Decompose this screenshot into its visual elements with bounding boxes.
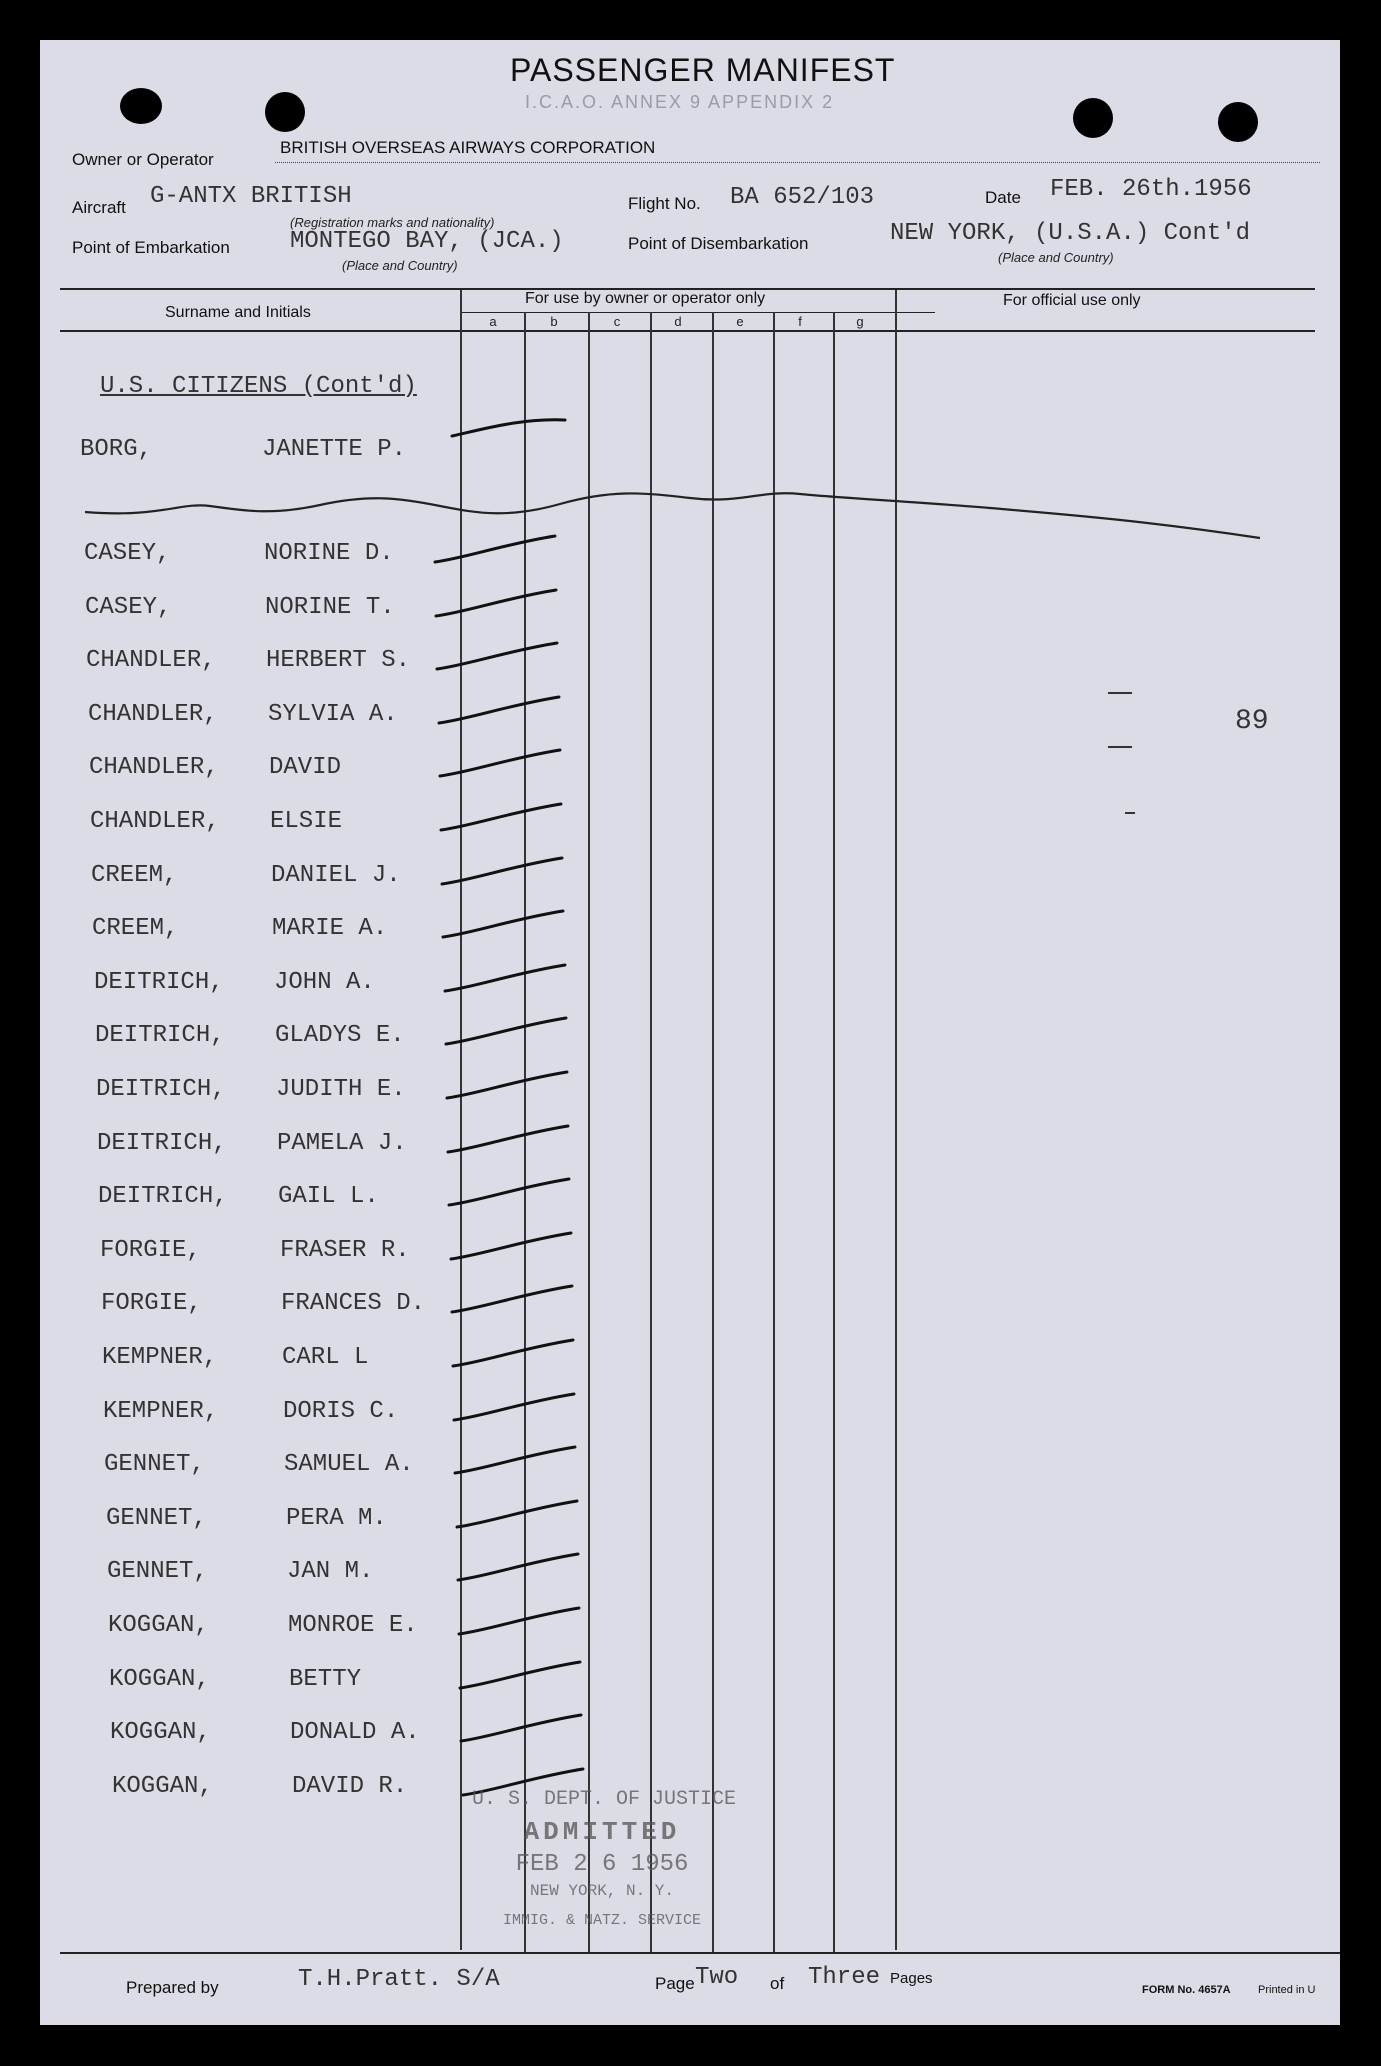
disembark-note: (Place and Country) xyxy=(998,250,1114,265)
check-stroke xyxy=(453,1340,573,1366)
check-stroke xyxy=(437,643,557,669)
passenger-surname: FORGIE, xyxy=(101,1290,202,1317)
check-stroke xyxy=(435,536,555,562)
passenger-surname: DEITRICH, xyxy=(97,1130,227,1157)
check-stroke xyxy=(447,1072,567,1098)
passenger-given-names: DONALD A. xyxy=(290,1719,420,1746)
passenger-given-names: GLADYS E. xyxy=(275,1022,405,1049)
date-label: Date xyxy=(985,188,1021,207)
check-stroke xyxy=(451,1233,571,1259)
passenger-surname: KOGGAN, xyxy=(108,1612,209,1639)
flight-label: Flight No. xyxy=(628,194,701,213)
of-value: Three xyxy=(808,1964,881,1991)
page-value: Two xyxy=(695,1964,739,1991)
check-stroke xyxy=(460,1662,580,1688)
passenger-surname: CASEY, xyxy=(85,594,172,621)
check-stroke xyxy=(442,858,562,884)
stamp-line: IMMIG. & NATZ. SERVICE xyxy=(502,1912,702,1929)
page-title: PASSENGER MANIFEST xyxy=(510,52,896,88)
check-stroke xyxy=(449,1179,569,1205)
passenger-surname: GENNET, xyxy=(107,1558,208,1585)
passenger-given-names: JOHN A. xyxy=(274,969,375,996)
passenger-surname: KOGGAN, xyxy=(109,1666,210,1693)
pages-label: Pages xyxy=(890,1970,933,1987)
passenger-given-names: FRANCES D. xyxy=(281,1290,426,1317)
ink-marks xyxy=(40,40,1340,2025)
check-stroke xyxy=(459,1608,579,1634)
column-official-header: For official use only xyxy=(1003,292,1141,309)
official-number: 89 xyxy=(1235,706,1269,737)
dash-mark xyxy=(1125,812,1135,814)
passenger-surname: DEITRICH, xyxy=(96,1076,226,1103)
embark-value: MONTEGO BAY, (JCA.) xyxy=(290,228,564,255)
passenger-given-names: GAIL L. xyxy=(278,1183,379,1210)
prepared-label: Prepared by xyxy=(126,1978,219,1997)
embark-label: Point of Embarkation xyxy=(72,238,230,257)
date-value: FEB. 26th.1956 xyxy=(1050,176,1252,203)
disembark-value: NEW YORK, (U.S.A.) Cont'd xyxy=(890,220,1251,247)
footer-rule xyxy=(60,1952,1340,1954)
passenger-given-names: JUDITH E. xyxy=(276,1076,406,1103)
owner-label: Owner or Operator xyxy=(72,150,214,169)
check-stroke xyxy=(436,590,556,616)
stamp-admitted: ADMITTED xyxy=(523,1817,681,1847)
passenger-surname: DEITRICH, xyxy=(98,1183,228,1210)
aircraft-label: Aircraft xyxy=(72,198,126,217)
subcol-c: c xyxy=(613,314,621,329)
passenger-given-names: CARL L xyxy=(282,1344,369,1371)
passenger-surname: GENNET, xyxy=(106,1505,207,1532)
passenger-given-names: PERA M. xyxy=(286,1505,387,1532)
passenger-surname: CREEM, xyxy=(91,862,178,889)
passenger-surname: CHANDLER, xyxy=(90,808,220,835)
manifest-sheet xyxy=(40,40,1340,2025)
passenger-given-names: SAMUEL A. xyxy=(284,1451,414,1478)
passenger-given-names: PAMELA J. xyxy=(277,1130,407,1157)
stamp-line: U. S. DEPT. OF JUSTICE xyxy=(472,1788,737,1811)
form-number: FORM No. 4657A xyxy=(1142,1984,1231,1996)
owner-value: BRITISH OVERSEAS AIRWAYS CORPORATION xyxy=(280,138,656,157)
passenger-surname: KOGGAN, xyxy=(110,1719,211,1746)
passenger-given-names: NORINE T. xyxy=(265,594,395,621)
flight-value: BA 652/103 xyxy=(730,184,875,211)
embark-note: (Place and Country) xyxy=(342,258,458,273)
passenger-given-names: MONROE E. xyxy=(288,1612,418,1639)
column-owner-header: For use by owner or operator only xyxy=(525,290,766,307)
passenger-surname: CREEM, xyxy=(92,915,179,942)
check-stroke xyxy=(440,750,560,776)
check-stroke xyxy=(441,804,561,830)
subcol-d: d xyxy=(674,314,682,329)
passenger-surname: DEITRICH, xyxy=(95,1022,225,1049)
check-stroke xyxy=(461,1715,581,1741)
check-stroke xyxy=(457,1501,577,1527)
passenger-given-names: BETTY xyxy=(289,1666,362,1693)
passenger-surname: CASEY, xyxy=(84,540,171,567)
subcol-g: g xyxy=(856,314,864,329)
passenger-given-names: JAN M. xyxy=(287,1558,374,1585)
passenger-surname: FORGIE, xyxy=(100,1237,201,1264)
check-stroke xyxy=(452,1286,572,1312)
passenger-surname: CHANDLER, xyxy=(88,701,218,728)
check-stroke xyxy=(458,1554,578,1580)
prepared-value: T.H.Pratt. S/A xyxy=(298,1966,500,1993)
subcol-a: a xyxy=(489,314,497,329)
printed-note: Printed in U xyxy=(1258,1984,1316,1996)
passenger-given-names: DANIEL J. xyxy=(271,862,401,889)
first-row-given: JANETTE P. xyxy=(262,436,407,463)
aircraft-value: G-ANTX BRITISH xyxy=(150,183,352,210)
check-stroke xyxy=(448,1126,568,1152)
passenger-surname: DEITRICH, xyxy=(94,969,224,996)
passenger-given-names: MARIE A. xyxy=(272,915,388,942)
registration-note: (Registration marks and nationality) xyxy=(290,215,495,230)
stamp-date: FEB 2 6 1956 xyxy=(515,1851,689,1878)
passenger-given-names: HERBERT S. xyxy=(266,647,411,674)
check-stroke xyxy=(445,965,565,991)
check-stroke xyxy=(455,1447,575,1473)
page-label: Page xyxy=(655,1974,695,1993)
subcol-e: e xyxy=(736,314,744,329)
disembark-label: Point of Disembarkation xyxy=(628,234,809,253)
passenger-given-names: FRASER R. xyxy=(280,1237,410,1264)
immigration-stamp xyxy=(472,1788,737,1929)
first-row-surname: BORG, xyxy=(80,436,153,463)
passenger-surname: KOGGAN, xyxy=(112,1773,213,1800)
section-heading: U.S. CITIZENS (Cont'd) xyxy=(100,373,417,400)
dash-mark xyxy=(1108,692,1132,694)
passenger-surname: CHANDLER, xyxy=(89,754,219,781)
passenger-surname: CHANDLER, xyxy=(86,647,216,674)
check-stroke xyxy=(439,697,559,723)
passenger-given-names: DAVID R. xyxy=(292,1773,408,1800)
passenger-given-names: NORINE D. xyxy=(264,540,394,567)
passenger-given-names: DORIS C. xyxy=(283,1398,399,1425)
passenger-given-names: ELSIE xyxy=(270,808,343,835)
check-stroke xyxy=(454,1394,574,1420)
page-subtitle: I.C.A.O. ANNEX 9 APPENDIX 2 xyxy=(525,92,835,112)
passenger-given-names: SYLVIA A. xyxy=(268,701,398,728)
passenger-surname: KEMPNER, xyxy=(102,1344,218,1371)
check-stroke xyxy=(443,911,563,937)
passenger-surname: KEMPNER, xyxy=(103,1398,219,1425)
stamp-line: NEW YORK, N. Y. xyxy=(529,1882,675,1900)
column-surname-header: Surname and Initials xyxy=(165,304,311,321)
dash-mark xyxy=(1108,746,1132,748)
of-label: of xyxy=(770,1974,785,1993)
passenger-surname: GENNET, xyxy=(104,1451,205,1478)
subcol-f: f xyxy=(798,314,802,329)
check-stroke xyxy=(446,1018,566,1044)
subcol-b: b xyxy=(550,314,558,329)
passenger-given-names: DAVID xyxy=(269,754,342,781)
